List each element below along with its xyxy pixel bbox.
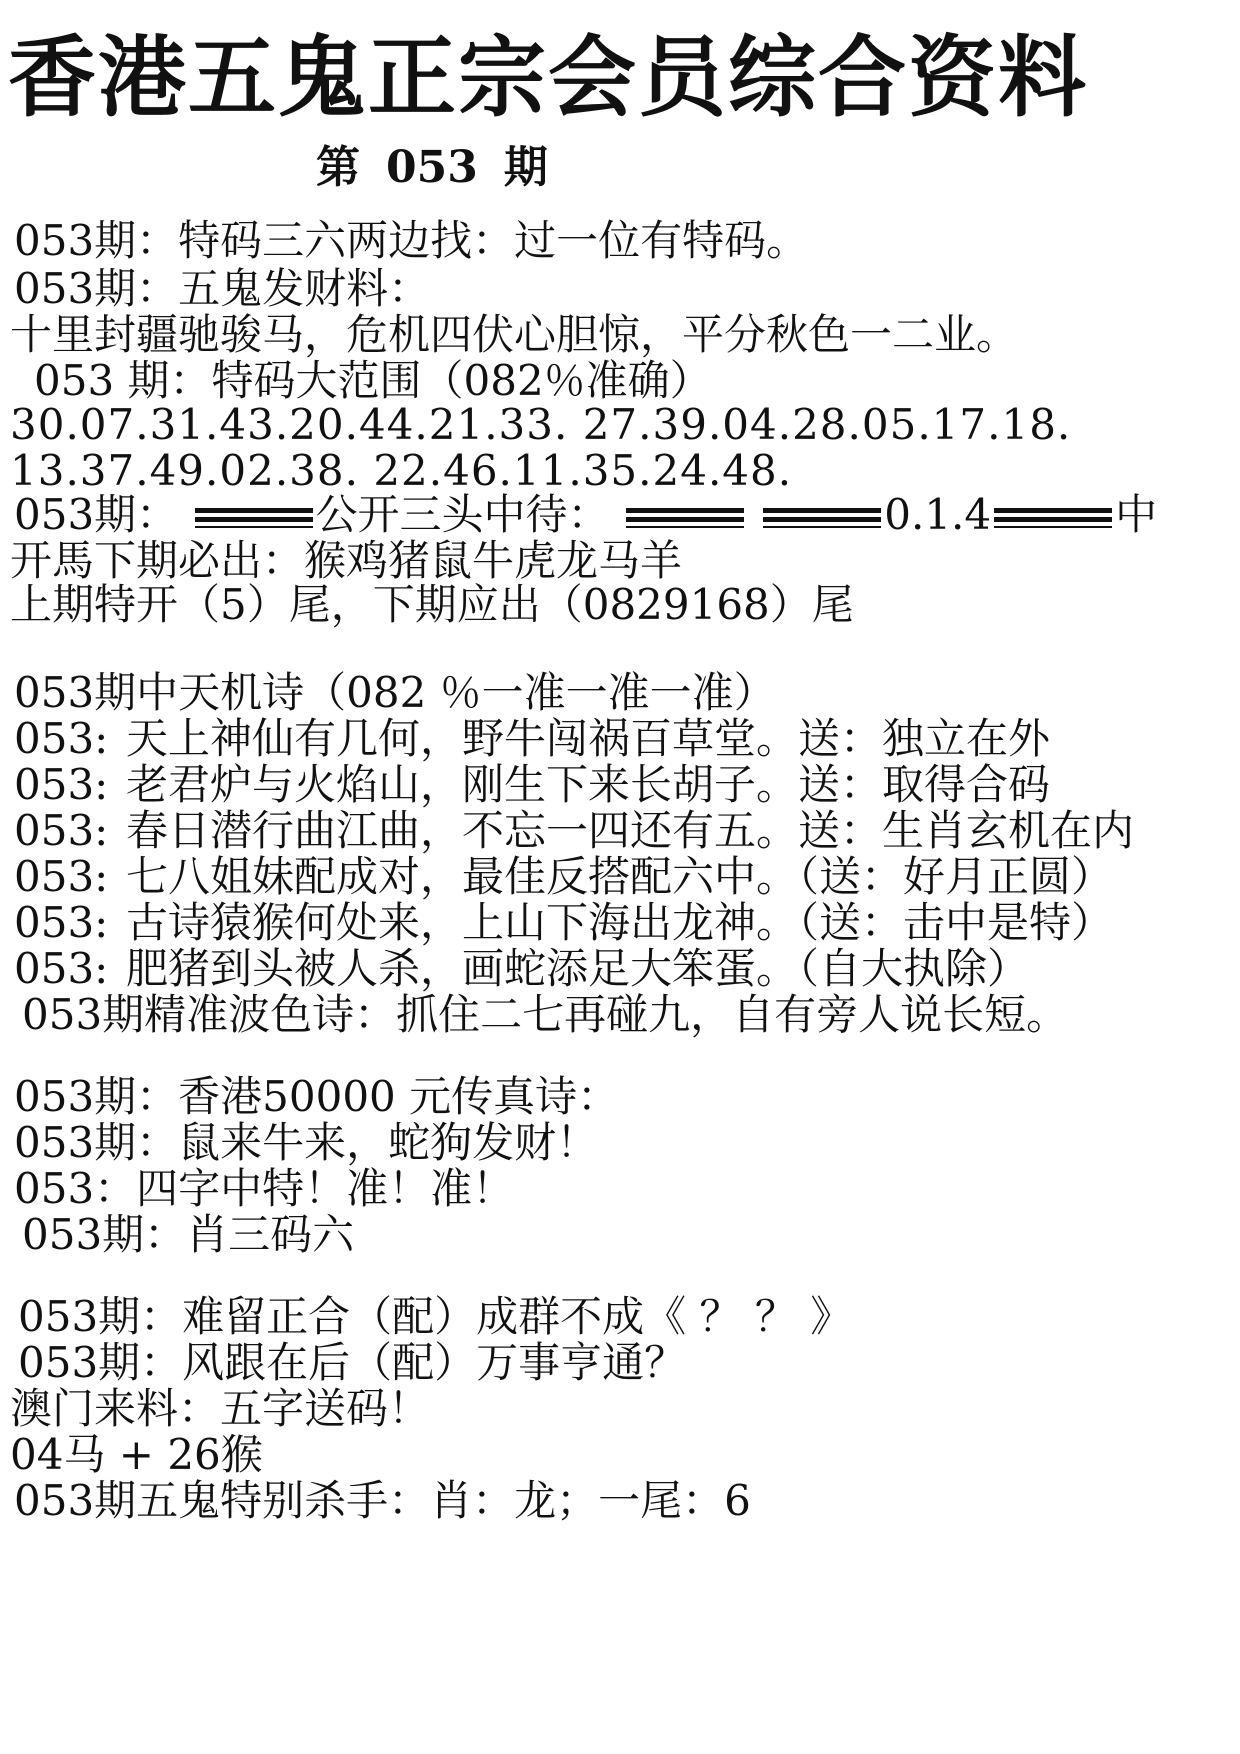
poem-line <box>14 806 1229 856</box>
issue-number: 053 <box>386 142 478 193</box>
line-pairing-2: 053期：风跟在后（配）万事亨通？ <box>18 1338 687 1387</box>
poem-line-text: 春日潜行曲江曲，不忘一四还有五。送：生肖玄机在内 <box>126 806 1135 855</box>
three-heads-prefix: 053期： <box>14 490 179 539</box>
line-four-words: 053：四字中特！准！准！ <box>14 1164 515 1213</box>
poem-line-prefix: 053: <box>14 852 109 901</box>
three-heads-label: 公开三头中待： <box>315 490 610 539</box>
issue-heading <box>316 140 548 196</box>
redaction-mark <box>195 508 313 528</box>
poem-line <box>14 714 1229 764</box>
poem-line-text: 七八姐妹配成对，最佳反搭配六中。（送：好月正圆） <box>126 852 1114 901</box>
line-three-heads <box>14 490 1229 540</box>
line-fax-poem-heading: 053期：香港50000 元传真诗： <box>14 1072 620 1121</box>
line-fortune-verse: 十里封疆驰骏马，危机四伏心胆惊，平分秋色一二业。 <box>10 310 1019 359</box>
poem-line-prefix: 053: <box>14 714 109 763</box>
line-fortune-material: 053期：五鬼发财料： <box>14 264 431 313</box>
poem-line-prefix: 053: <box>14 760 109 809</box>
line-range-heading: 053 期：特码大范围（082％准确） <box>34 356 712 405</box>
issue-suffix: 期 <box>503 142 548 193</box>
redaction-mark <box>763 508 881 528</box>
poem-line <box>14 944 1229 994</box>
issue-prefix: 第 <box>316 142 360 193</box>
poem-line-text: 天上神仙有几何，野牛闯祸百草堂。送：独立在外 <box>126 714 1051 763</box>
line-macau-material: 澳门来料：五字送码！ <box>10 1384 431 1433</box>
line-range-numbers-2: 13.37.49.02.38. 22.46.11.35.24.48. <box>10 446 793 495</box>
three-heads-suffix: 中 <box>1115 490 1158 539</box>
line-poem-heading: 053期中天机诗（082 ％一准一准一准） <box>14 668 776 717</box>
line-zodiac-list: 开馬下期必出：猴鸡猪鼠牛虎龙马羊 <box>10 536 683 585</box>
line-tail-hint: 上期特开（5）尾，下期应出（0829168）尾 <box>10 580 854 629</box>
line-killer: 053期五鬼特别杀手：肖：龙；一尾：6 <box>14 1476 751 1525</box>
three-heads-digits: 0.1.4 <box>884 490 992 539</box>
line-fax-poem: 053期：鼠来牛来，蛇狗发财！ <box>14 1118 599 1167</box>
poem-line <box>14 898 1229 948</box>
poem-line-text: 古诗猿猴何处来，上山下海出龙神。（送：击中是特） <box>126 898 1114 947</box>
poem-line <box>14 760 1229 810</box>
line-wave-color-poem: 053期精准波色诗：抓住二七再碰九，自有旁人说长短。 <box>22 990 1069 1039</box>
line-range-numbers-1: 30.07.31.43.20.44.21.33. 27.39.04.28.05.17.18. <box>10 400 1072 449</box>
redaction-mark <box>626 508 744 528</box>
line-special-code-hint: 053期：特码三六两边找：过一位有特码。 <box>14 216 809 265</box>
poem-line <box>14 852 1229 902</box>
poem-line-prefix: 053: <box>14 898 109 947</box>
line-pairing-1: 053期：难留正合（配）成群不成《 ？ ？ 》 <box>18 1292 853 1341</box>
poem-line-prefix: 053: <box>14 944 109 993</box>
line-zodiac-three: 053期：肖三码六 <box>22 1210 355 1259</box>
poem-line-text: 老君炉与火焰山，刚生下来长胡子。送：取得合码 <box>126 760 1051 809</box>
page-title: 香港五鬼正宗会员综合资料 <box>8 26 1089 129</box>
poem-line-prefix: 053: <box>14 806 109 855</box>
redaction-mark <box>994 508 1112 528</box>
poem-line-text: 肥猪到头被人杀，画蛇添足大笨蛋。（自大执除） <box>126 944 1030 993</box>
line-macau-codes: 04马 + 26猴 <box>10 1430 263 1479</box>
